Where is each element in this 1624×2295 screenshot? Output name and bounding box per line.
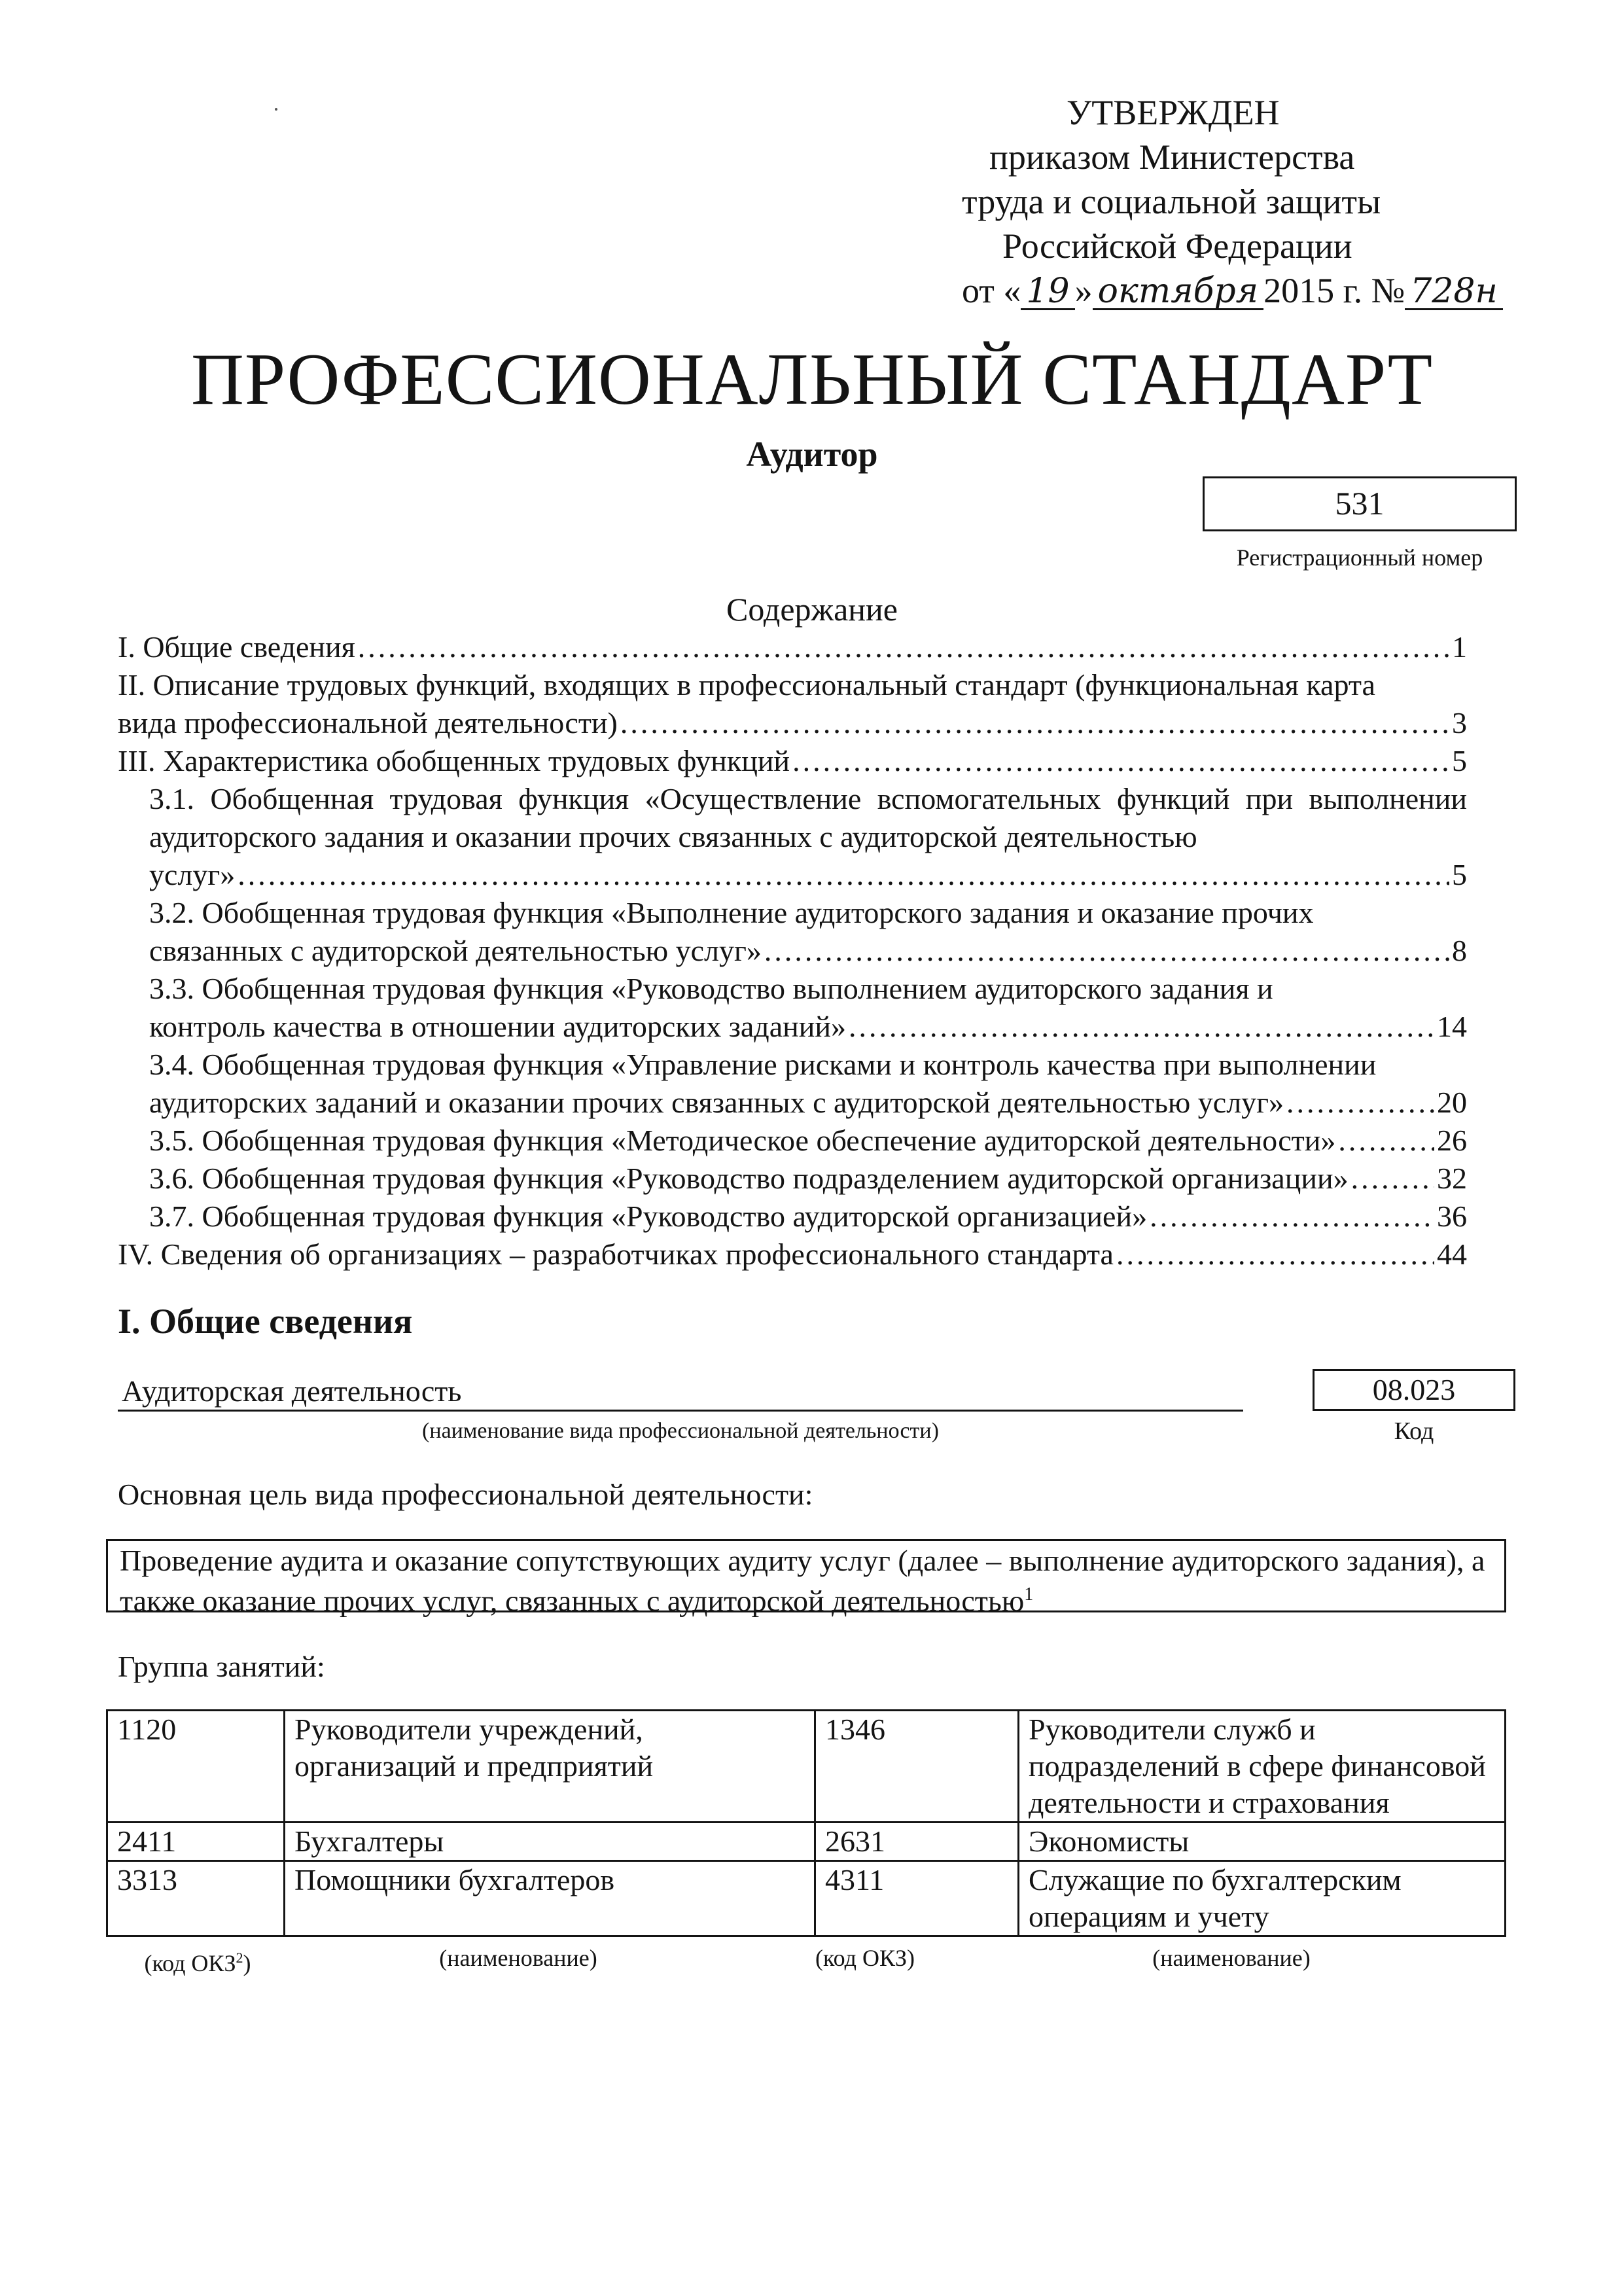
registration-number-box: 531 <box>1203 476 1517 531</box>
toc-leader-dots <box>1116 1236 1434 1273</box>
toc-leader-dots <box>620 704 1449 742</box>
toc-entry-title: IV. Сведения об организациях – разработчиках профессионального стандарта <box>118 1237 1114 1271</box>
occupation-name-caption-2: (наименование) <box>1152 1945 1311 1971</box>
handwritten-month: октября <box>1093 274 1264 310</box>
toc-entry[interactable] <box>118 1160 1467 1198</box>
toc-leader-dots <box>238 856 1449 894</box>
toc-entry[interactable] <box>118 780 1467 894</box>
caption-close: ) <box>243 1950 251 1976</box>
toc-entry[interactable] <box>118 666 1467 742</box>
table-row <box>107 1711 1506 1823</box>
toc-entry-title-end: связанных с аудиторской деятельностью услуг» <box>149 934 762 967</box>
occupation-name-cell: Руководители учреждений, организаций и предприятий <box>285 1711 815 1823</box>
occupation-name-cell: Служащие по бухгалтерским операциям и учету <box>1019 1861 1506 1936</box>
okz-code-cell: 1346 <box>815 1711 1019 1823</box>
toc-entry-title: I. Общие сведения <box>118 630 355 664</box>
toc-page-number: 32 <box>1437 1162 1467 1195</box>
okz-code-cell: 2631 <box>815 1823 1019 1861</box>
toc-entry-title-end: услуг» <box>149 858 236 891</box>
toc-entry-title: 3.3. Обобщенная трудовая функция «Руководство выполнением аудиторского задания и <box>149 972 1273 1005</box>
toc-leader-dots <box>1150 1198 1434 1236</box>
handwritten-order-number: 728н <box>1405 274 1503 310</box>
registration-number-label: Регистрационный номер <box>1236 544 1483 571</box>
activity-code-caption: Код <box>1394 1417 1434 1445</box>
okz-code-cell: 3313 <box>107 1861 285 1936</box>
toc-page-number: 1 <box>1452 630 1467 664</box>
footnote-mark: 2 <box>236 1949 243 1966</box>
toc-entry-title: 3.1. Обобщенная трудовая функция «Осуществление вспомогательных функций при выполнении аудиторского задания и оказании прочих связанных с аудиторской деятельностью <box>149 782 1467 853</box>
toc-entry-title: 3.7. Обобщенная трудовая функция «Руководство аудиторской организацией» <box>149 1200 1148 1233</box>
occupation-table <box>106 1709 1506 1937</box>
date-quote-close: » <box>1074 271 1093 310</box>
contents-heading: Содержание <box>726 591 898 628</box>
profession-name: Аудитор <box>746 435 878 474</box>
scan-speck <box>275 108 277 111</box>
toc-page-number: 26 <box>1437 1124 1467 1157</box>
toc-leader-dots <box>358 628 1449 666</box>
date-year: 2015 г. № <box>1263 271 1405 310</box>
goal-box <box>106 1539 1506 1618</box>
activity-caption: (наименование вида профессиональной деятельности) <box>422 1419 939 1443</box>
occupation-name-cell: Экономисты <box>1019 1823 1506 1861</box>
toc-entry[interactable] <box>118 1046 1467 1122</box>
toc-leader-dots <box>1351 1160 1434 1198</box>
approval-line-order: приказом Министерства <box>989 137 1355 177</box>
toc-page-number: 36 <box>1437 1200 1467 1233</box>
table-row <box>107 1823 1506 1861</box>
toc-entry-title: 3.2. Обобщенная трудовая функция «Выполнение аудиторского задания и оказание прочих <box>149 896 1314 929</box>
table-row <box>107 1861 1506 1936</box>
approval-line-approved: УТВЕРЖДЕН <box>1067 93 1280 132</box>
toc-page-number: 8 <box>1452 934 1467 967</box>
toc-leader-dots <box>764 932 1449 970</box>
toc-entry[interactable] <box>118 1198 1467 1236</box>
handwritten-day: 19 <box>1021 274 1074 310</box>
toc-entry[interactable] <box>118 628 1467 666</box>
goal-footnote-mark: 1 <box>1024 1584 1034 1605</box>
activity-name: Аудиторская деятельность <box>118 1373 1243 1412</box>
toc-page-number: 44 <box>1437 1237 1467 1271</box>
approval-date-line <box>890 268 1498 313</box>
occupation-name-cell: Бухгалтеры <box>285 1823 815 1861</box>
toc-entry[interactable] <box>118 1236 1467 1273</box>
table-of-contents <box>118 628 1467 1273</box>
goal-text: Проведение аудита и оказание сопутствующих аудиту услуг (далее – выполнение аудиторского задания), а также оказание прочих услуг, связанных с аудиторской деятельностью <box>120 1544 1485 1618</box>
toc-entry-title: III. Характеристика обобщенных трудовых функций <box>118 744 790 777</box>
toc-page-number: 3 <box>1452 706 1467 739</box>
section-heading: I. Общие сведения <box>118 1302 413 1341</box>
toc-entry-title-end: вида профессиональной деятельности) <box>118 706 618 739</box>
activity-code-box: 08.023 <box>1313 1369 1515 1411</box>
approval-line-ministry: труда и социальной защиты <box>962 182 1381 221</box>
occupation-name-cell: Руководители служб и подразделений в сфере финансовой деятельности и страхования <box>1019 1711 1506 1823</box>
okz-code-caption <box>106 1944 289 1978</box>
toc-entry-title: 3.4. Обобщенная трудовая функция «Управление рисками и контроль качества при выполнении <box>149 1048 1377 1081</box>
toc-page-number: 20 <box>1437 1086 1467 1119</box>
caption-text: (код ОКЗ <box>144 1950 236 1976</box>
approval-block <box>890 90 1498 313</box>
okz-code-caption-2: (код ОКЗ) <box>815 1945 915 1971</box>
toc-leader-dots <box>792 742 1449 780</box>
toc-leader-dots <box>1286 1084 1434 1122</box>
toc-entry[interactable] <box>118 894 1467 970</box>
okz-code-cell: 4311 <box>815 1861 1019 1936</box>
toc-page-number: 5 <box>1452 744 1467 777</box>
document-title: ПРОФЕССИОНАЛЬНЫЙ СТАНДАРТ <box>191 339 1433 420</box>
toc-entry-title: 3.5. Обобщенная трудовая функция «Методическое обеспечение аудиторской деятельности» <box>149 1124 1336 1157</box>
toc-entry-title: II. Описание трудовых функций, входящих в профессиональный стандарт (функциональная карта <box>118 668 1375 702</box>
occupation-name-cell: Помощники бухгалтеров <box>285 1861 815 1936</box>
toc-entry-title-end: контроль качества в отношении аудиторских заданий» <box>149 1010 846 1043</box>
occupation-group-label: Группа занятий: <box>118 1650 325 1683</box>
occupation-name-caption: (наименование) <box>439 1945 597 1971</box>
okz-code-cell: 2411 <box>107 1823 285 1861</box>
toc-entry[interactable] <box>118 1122 1467 1160</box>
toc-leader-dots <box>849 1008 1434 1046</box>
toc-page-number: 14 <box>1437 1010 1467 1043</box>
date-prefix: от « <box>962 271 1021 310</box>
okz-code-cell: 1120 <box>107 1711 285 1823</box>
toc-leader-dots <box>1338 1122 1434 1160</box>
toc-entry[interactable] <box>118 970 1467 1046</box>
goal-label: Основная цель вида профессиональной деятельности: <box>118 1478 813 1511</box>
toc-page-number: 5 <box>1452 858 1467 891</box>
toc-entry-title-end: аудиторских заданий и оказании прочих связанных с аудиторской деятельностью услуг» <box>149 1086 1284 1119</box>
toc-entry[interactable] <box>118 742 1467 780</box>
toc-entry-title: 3.6. Обобщенная трудовая функция «Руководство подразделением аудиторской организации» <box>149 1162 1349 1195</box>
approval-line-federation: Российской Федерации <box>1002 226 1352 266</box>
